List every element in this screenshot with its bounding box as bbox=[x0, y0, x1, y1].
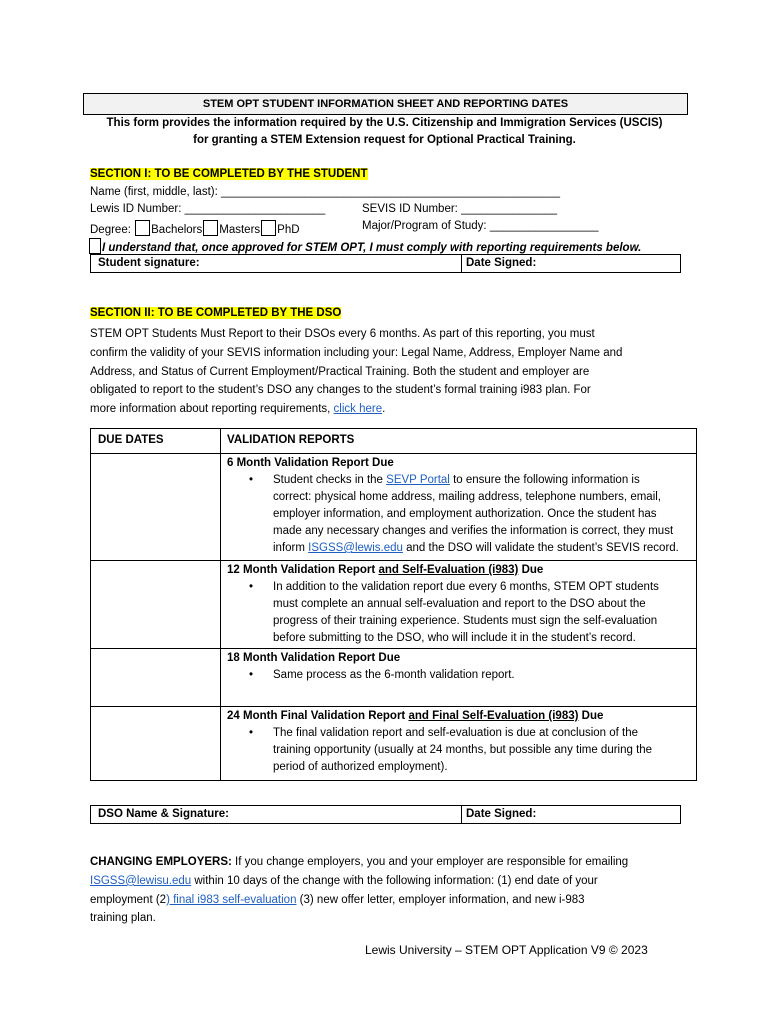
text: If you change employers, you and your employer are responsible for emailing bbox=[231, 856, 629, 868]
student-date-signed-cell[interactable]: Date Signed: bbox=[466, 257, 537, 269]
section-2-line: obligated to report to the student’s DSO any changes to the student’s formal training i983 plan. For bbox=[90, 384, 591, 397]
section-2-line-text: more information about reporting requirements, bbox=[90, 403, 334, 416]
text: • In addition to the validation report due every 6 months, STEM OPT students bbox=[273, 581, 659, 593]
table-row bbox=[91, 561, 697, 649]
text: employer information, and employment authorization. Once the student has bbox=[273, 508, 657, 520]
lewis-id-blank[interactable]: ______________________ bbox=[184, 203, 326, 215]
list-item bbox=[273, 725, 692, 776]
section-2-paragraph bbox=[90, 325, 690, 419]
intro-line-2: for granting a STEM Extension request for Optional Practical Training. bbox=[193, 134, 576, 146]
due-date-cell[interactable] bbox=[91, 649, 221, 707]
report-list bbox=[227, 579, 692, 647]
phd-checkbox[interactable] bbox=[261, 220, 276, 236]
validation-report-cell bbox=[221, 649, 697, 707]
lewis-id-label: Lewis ID Number: bbox=[90, 203, 182, 215]
name-label: Name (first, middle, last): bbox=[90, 186, 218, 198]
sevp-portal-link[interactable]: SEVP Portal bbox=[386, 474, 450, 486]
text: • Same process as the 6-month validation report. bbox=[273, 669, 515, 681]
text: made any necessary changes and verifies the information is correct, they must bbox=[273, 525, 674, 537]
validation-report-cell bbox=[221, 561, 697, 649]
lewis-id-field[interactable] bbox=[90, 203, 325, 215]
report-title bbox=[227, 708, 692, 725]
validation-report-cell bbox=[221, 454, 697, 561]
text: progress of their training experience. Students must sign the self-evaluation bbox=[273, 615, 658, 627]
report-title: 18 Month Validation Report Due bbox=[227, 652, 401, 664]
sevis-id-field[interactable] bbox=[362, 203, 557, 215]
table-header-row bbox=[91, 429, 697, 454]
major-label: Major/Program of Study: bbox=[362, 220, 487, 232]
dso-name-signature-cell[interactable]: DSO Name & Signature: bbox=[91, 806, 462, 823]
text: and Self-Evaluation (i983) bbox=[378, 564, 519, 576]
text: correct: physical home address, mailing address, telephone numbers, email, bbox=[273, 491, 661, 503]
section-1-heading-text: SECTION I: TO BE COMPLETED BY THE STUDENT bbox=[90, 168, 368, 180]
section-2-line: STEM OPT Students Must Report to their DSOs every 6 months. As part of this reporting, you must bbox=[90, 328, 595, 340]
report-list bbox=[227, 472, 692, 557]
text: to ensure the following information is bbox=[449, 474, 640, 486]
due-dates-table bbox=[90, 428, 697, 781]
masters-label: Masters bbox=[219, 224, 261, 236]
section-2-line: Address, and Status of Current Employment/Practical Training. Both the student and employer are bbox=[90, 365, 590, 378]
text: • The final validation report and self-evaluation is due at conclusion of the bbox=[273, 727, 639, 739]
validation-reports-header: VALIDATION REPORTS bbox=[221, 429, 697, 454]
acknowledgement bbox=[88, 238, 641, 254]
changing-employers-label: CHANGING EMPLOYERS: bbox=[90, 856, 232, 868]
report-title: 6 Month Validation Report Due bbox=[227, 457, 394, 469]
text: period of authorized employment). bbox=[273, 761, 448, 773]
text: (3) new offer letter, employer information, and new i-983 bbox=[296, 893, 585, 906]
text: 12 Month Validation Report bbox=[227, 564, 379, 576]
sevis-id-blank[interactable]: _______________ bbox=[461, 203, 558, 215]
section-2-heading-text: SECTION II: TO BE COMPLETED BY THE DSO bbox=[90, 307, 342, 319]
text: must complete an annual self-evaluation and report to the DSO about the bbox=[273, 598, 646, 610]
bachelors-label: Bachelors bbox=[151, 224, 203, 236]
section-2-line: confirm the validity of your SEVIS information including your: Legal Name, Address, Employer Name and bbox=[90, 346, 623, 359]
due-date-cell[interactable] bbox=[91, 454, 221, 561]
list-item bbox=[273, 579, 692, 647]
major-field[interactable] bbox=[362, 220, 599, 232]
form-title: STEM OPT STUDENT INFORMATION SHEET AND REPORTING DATES bbox=[83, 93, 688, 115]
bachelors-checkbox[interactable] bbox=[135, 220, 150, 236]
text: within 10 days of the change with the following information: (1) end date of your bbox=[191, 874, 598, 887]
list-item bbox=[273, 472, 692, 557]
dso-date-signed-cell[interactable]: Date Signed: bbox=[466, 808, 537, 820]
masters-checkbox[interactable] bbox=[203, 220, 218, 236]
text: before submitting to the DSO, who will include it in the student’s record. bbox=[273, 632, 636, 644]
text: and Final Self-Evaluation (i983) bbox=[408, 710, 579, 722]
report-list bbox=[227, 667, 692, 684]
text: inform bbox=[273, 542, 309, 554]
text: Due bbox=[578, 710, 604, 722]
phd-label: PhD bbox=[277, 224, 300, 236]
final-i983-link[interactable]: ) final i983 self-evaluation bbox=[166, 893, 297, 906]
isgss-email-link[interactable]: ISGSS@lewisu.edu bbox=[90, 874, 192, 887]
section-2-heading bbox=[90, 307, 341, 319]
validation-report-cell bbox=[221, 707, 697, 781]
text: employment (2 bbox=[90, 893, 167, 906]
period: . bbox=[382, 403, 386, 416]
section-1-heading bbox=[90, 168, 368, 180]
intro-line-1: This form provides the information required by the U.S. Citizenship and Immigration Services (USCIS) bbox=[106, 117, 663, 129]
isgss-email-link[interactable]: ISGSS@lewis.edu bbox=[308, 542, 403, 554]
student-signature-table bbox=[90, 254, 681, 273]
table-row bbox=[91, 454, 697, 561]
text: and the DSO will validate the student’s SEVIS record. bbox=[402, 542, 679, 554]
text: Due bbox=[518, 564, 544, 576]
degree-label: Degree: bbox=[90, 224, 131, 236]
footer: Lewis University – STEM OPT Application V9 © 2023 bbox=[365, 943, 648, 957]
table-row bbox=[91, 649, 697, 707]
report-list bbox=[227, 725, 692, 776]
dso-signature-table bbox=[90, 805, 681, 824]
name-field[interactable] bbox=[90, 186, 560, 198]
report-title bbox=[227, 562, 692, 579]
student-signature-cell[interactable]: Student signature: bbox=[91, 255, 462, 272]
due-date-cell[interactable] bbox=[91, 707, 221, 781]
due-date-cell[interactable] bbox=[91, 561, 221, 649]
degree-field bbox=[90, 220, 300, 236]
acknowledge-checkbox[interactable] bbox=[89, 238, 101, 254]
name-blank[interactable]: _____________________________________________________ bbox=[221, 186, 560, 198]
text: Student checks in the bbox=[273, 474, 387, 486]
text: training opportunity (usually at 24 months, but possible any time during the bbox=[273, 744, 653, 756]
click-here-link[interactable]: click here bbox=[333, 403, 383, 416]
major-blank[interactable]: _________________ bbox=[489, 220, 599, 232]
text: 24 Month Final Validation Report bbox=[227, 710, 409, 722]
list-item bbox=[273, 667, 692, 684]
sevis-id-label: SEVIS ID Number: bbox=[362, 203, 458, 215]
due-dates-header: DUE DATES bbox=[91, 429, 221, 454]
acknowledgement-text: I understand that, once approved for STEM OPT, I must comply with reporting requirements below. bbox=[102, 242, 642, 254]
table-row bbox=[91, 707, 697, 781]
section-2-line bbox=[90, 400, 690, 419]
text: training plan. bbox=[90, 912, 156, 925]
changing-employers-paragraph bbox=[90, 853, 690, 928]
